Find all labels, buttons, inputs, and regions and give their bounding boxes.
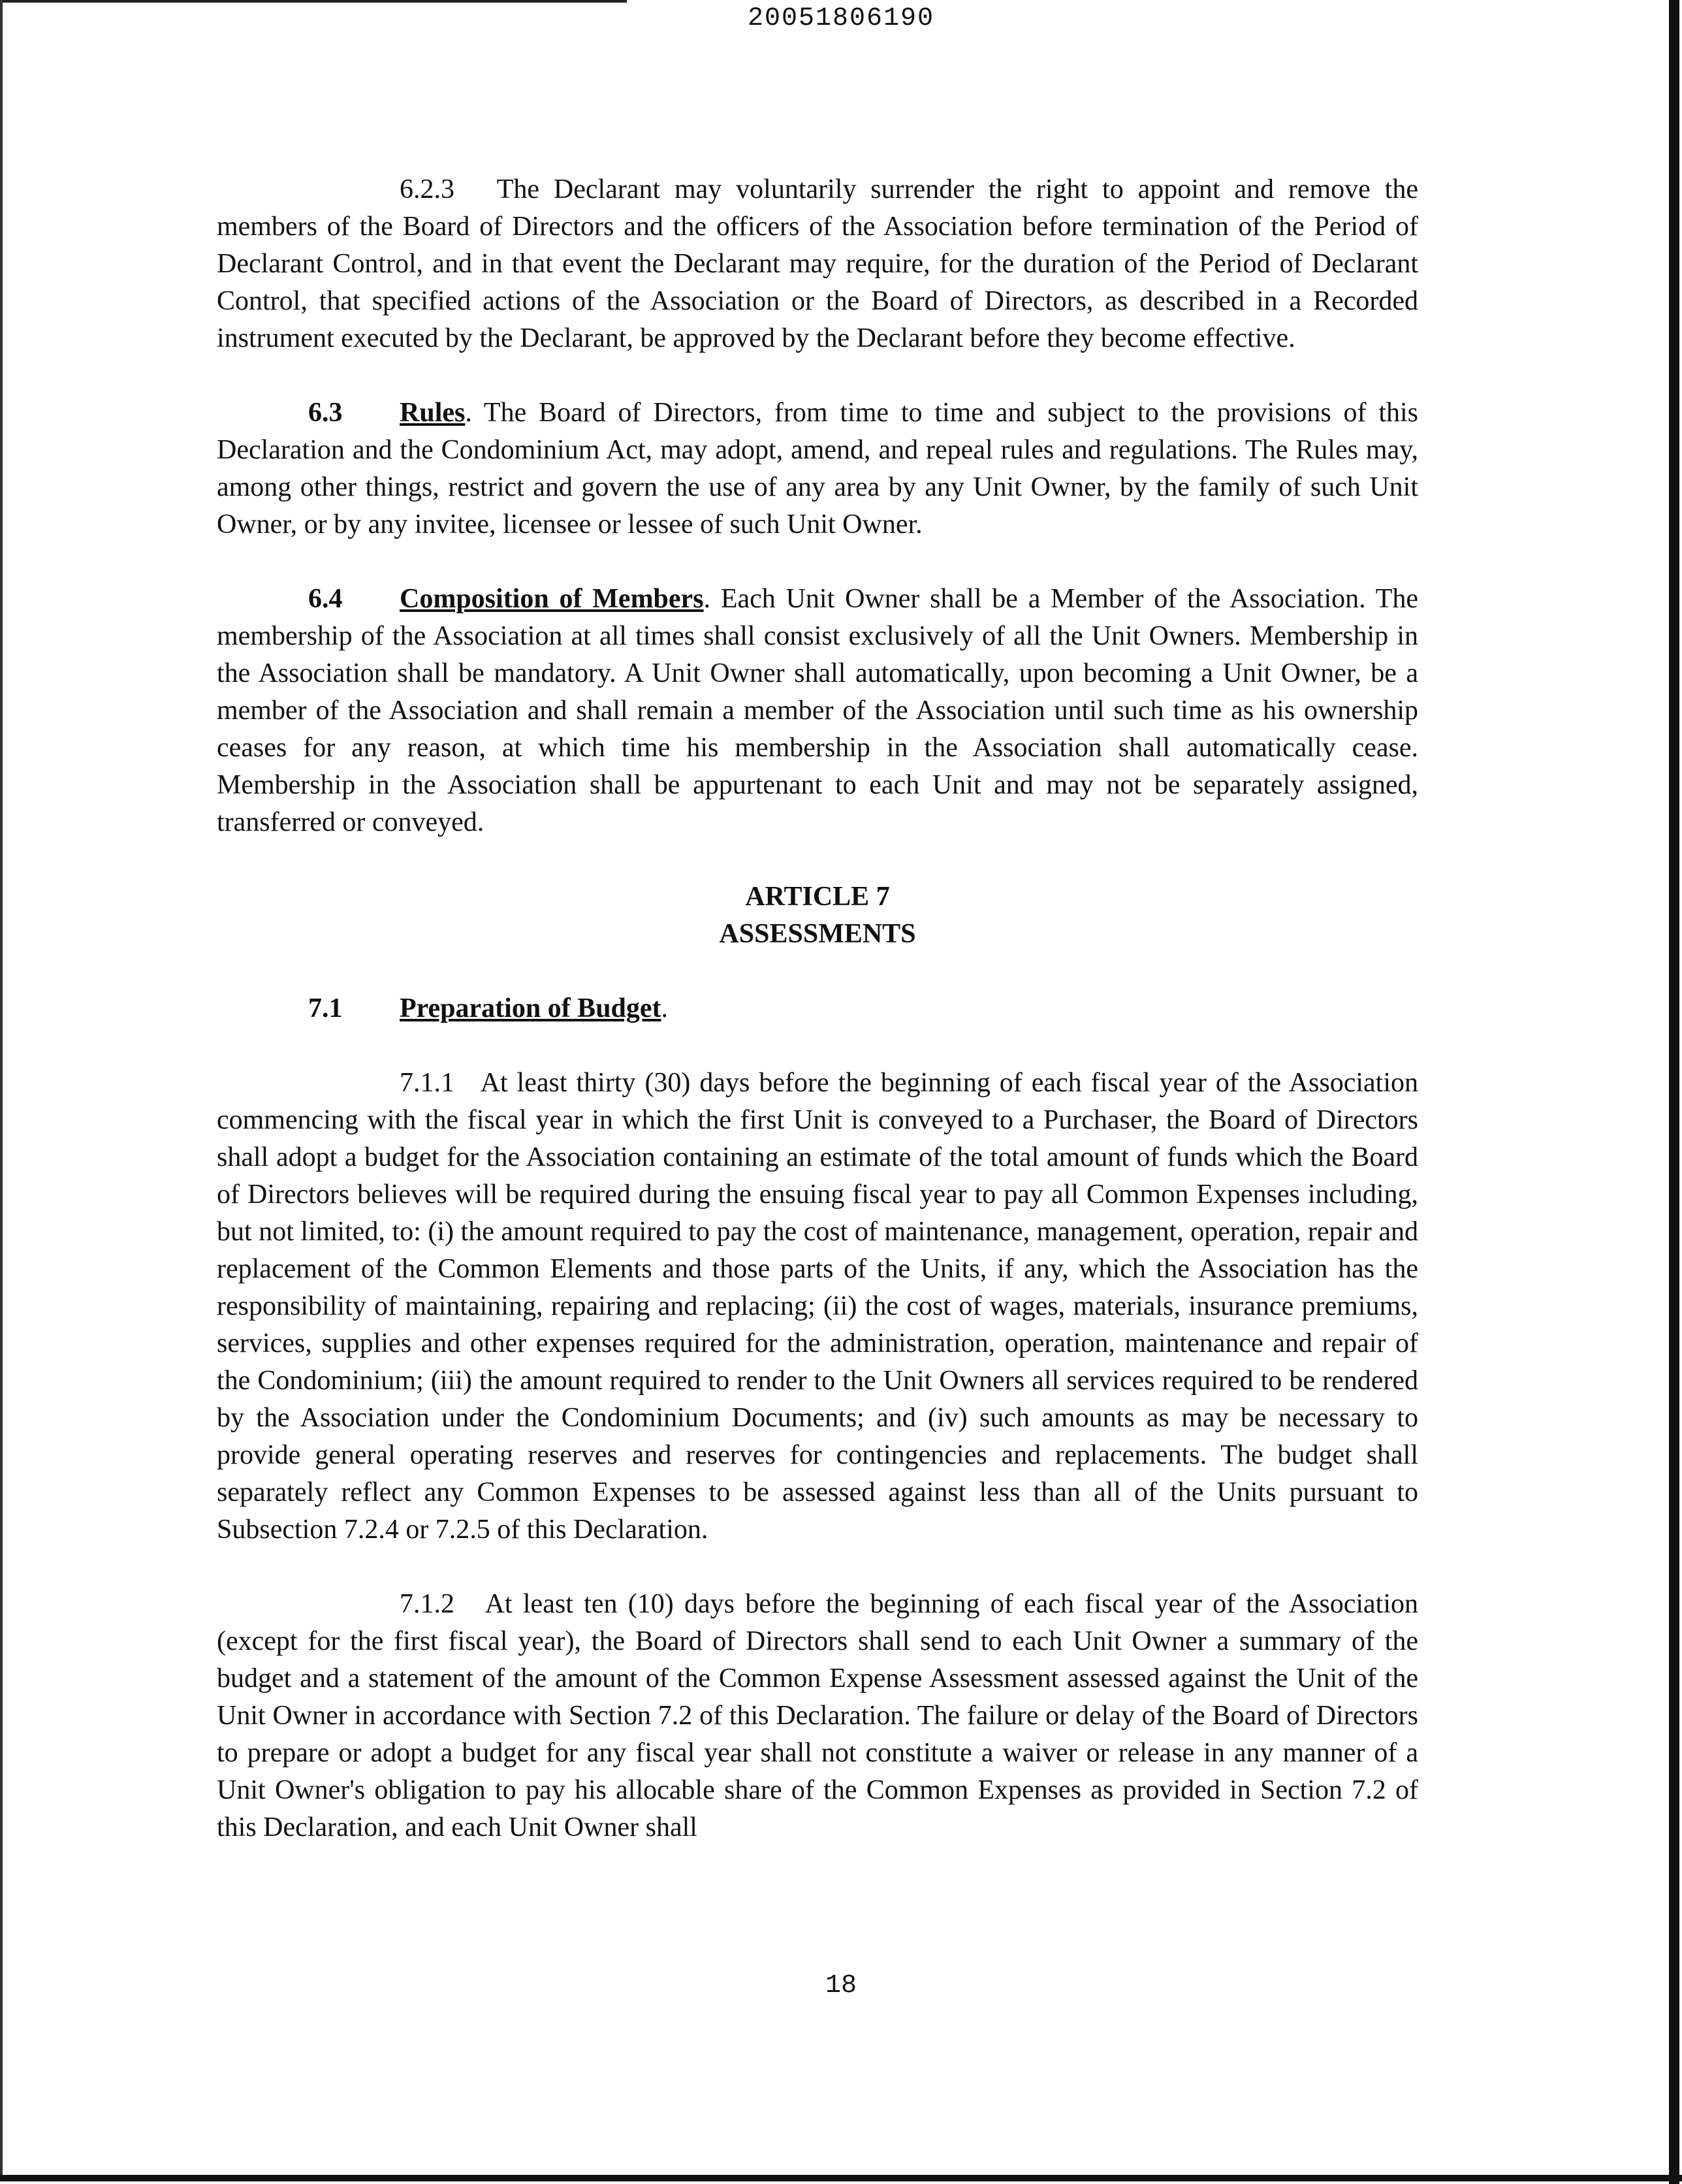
page-number: 18: [825, 1971, 857, 2000]
article-heading: [217, 878, 1418, 953]
bottom-scan-edge: [0, 2175, 1682, 2181]
article-number: ARTICLE 7: [745, 882, 890, 912]
section-6-2-3: [217, 171, 1418, 357]
section-7-1: [217, 990, 1418, 1027]
section-title: Rules: [400, 398, 466, 428]
section-title: Preparation of Budget: [400, 993, 661, 1023]
section-text: The Declarant may voluntarily surrender the right to appoint and remove the members of the Board of Directors and the officers of the Association before termination of the Period of Declarant Control, and in that event the Declarant may require, for the duration of the Period of Declarant Control, that specified actions of the Association or the Board of Directors, as described in a Recorded instrument executed by the Declarant, be approved by the Declarant before they become effective.: [217, 174, 1418, 353]
section-text: . The Board of Directors, from time to time and subject to the provisions of this Declaration and the Condominium Act, may adopt, amend, and repeal rules and regulations. The Rules may, among other things, restrict and govern the use of any area by any Unit Owner, by the family of such Unit Owner, or by any invitee, licensee or lessee of such Unit Owner.: [217, 398, 1418, 539]
section-7-1-2: [217, 1586, 1418, 1846]
section-text: .: [661, 993, 669, 1023]
top-scan-edge: [0, 0, 627, 3]
section-number: 7.1: [308, 993, 343, 1023]
section-number: 6.3: [308, 398, 343, 428]
section-text: At least ten (10) days before the beginning of each fiscal year of the Association (except for the first fiscal year), the Board of Directors shall send to each Unit Owner a summary of the budget and a statement of the amount of the Common Expense Assessment assessed against the Unit of the Unit Owner in accordance with Section 7.2 of this Declaration. The failure or delay of the Board of Directors to prepare or adopt a budget for any fiscal year shall not constitute a waiver or release in any manner of a Unit Owner's obligation to pay his allocable share of the Common Expenses as provided in Section 7.2 of this Declaration, and each Unit Owner shall: [217, 1589, 1418, 1842]
section-7-1-1: [217, 1065, 1418, 1549]
section-number: 7.1.2: [400, 1589, 454, 1619]
document-id: 20051806190: [747, 4, 935, 33]
section-number: 6.2.3: [400, 174, 454, 204]
section-6-3: [217, 394, 1418, 543]
section-text: At least thirty (30) days before the beginning of each fiscal year of the Association commencing with the fiscal year in which the first Unit is conveyed to a Purchaser, the Board of Directors shall adopt a budget for the Association containing an estimate of the total amount of funds which the Board of Directors believes will be required during the ensuing fiscal year to pay all Common Expenses including, but not limited, to: (i) the amount required to pay the cost of maintenance, management, operation, repair and replacement of the Common Elements and those parts of the Units, if any, which the Association has the responsibility of maintaining, repairing and replacing; (ii) the cost of wages, materials, insurance premiums, services, supplies and other expenses required for the administration, operation, maintenance and repair of the Condominium; (iii) the amount required to render to the Unit Owners all services required to be rendered by the Association under the Condominium Documents; and (iv) such amounts as may be necessary to provide general operating reserves and reserves for contingencies and replacements. The budget shall separately reflect any Common Expenses to be assessed against less than all of the Units pursuant to Subsection 7.2.4 or 7.2.5 of this Declaration.: [217, 1068, 1419, 1545]
document-body: [217, 171, 1418, 1884]
article-title: ASSESSMENTS: [719, 919, 916, 949]
section-number: 7.1.1: [400, 1068, 454, 1098]
section-number: 6.4: [308, 584, 343, 614]
section-text: . Each Unit Owner shall be a Member of the Association. The membership of the Association at all times shall consist exclusively of all the Unit Owners. Membership in the Association shall be mandatory. A Unit Owner shall automatically, upon becoming a Unit Owner, be a member of the Association and shall remain a member of the Association until such time as his ownership ceases for any reason, at which time his membership in the Association shall automatically cease. Membership in the Association shall be appurtenant to each Unit and may not be separately assigned, transferred or conveyed.: [217, 584, 1418, 837]
section-title: Composition of Members: [400, 584, 704, 614]
right-scan-edge: [1669, 0, 1679, 2184]
left-scan-edge: [0, 0, 3, 2181]
section-6-4: [217, 581, 1418, 841]
